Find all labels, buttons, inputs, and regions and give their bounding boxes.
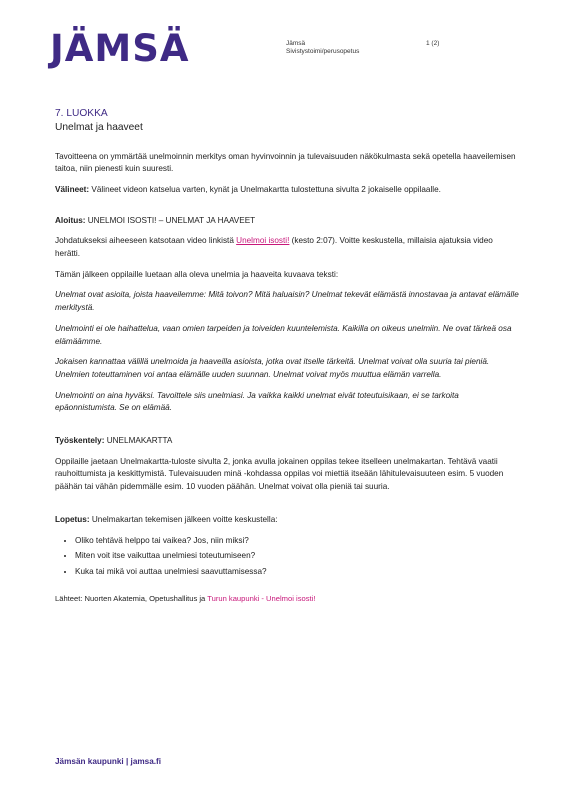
start-label: Aloitus: — [55, 215, 86, 225]
discussion-list — [55, 535, 520, 579]
work-heading — [55, 435, 520, 448]
jamsa-logo: JÄMSÄ — [50, 27, 190, 70]
materials-text: Välineet videon katselua varten, kynät ja Unelmakartta tulostettuna sivulta 2 jokaiselle oppilaalle. — [89, 184, 441, 194]
start-text-before: Johdatukseksi aiheeseen katsotaan video linkistä — [55, 236, 237, 246]
list-item: • Kuka tai mikä voi auttaa unelmiesi saavuttamisessa? — [75, 566, 520, 579]
sources-text: Lähteet: Nuorten Akatemia, Opetushallitus ja — [55, 593, 208, 603]
sources-line — [55, 593, 520, 605]
quote-paragraph-3: Jokaisen kannattaa välillä unelmoida ja haaveilla asioista, jotka ovat itselle tärkeitä. Unelmat voivat olla suuria tai pieniä. Unelmien toteuttaminen voi antaa elämälle uuden suunnan. Unelmat voivat myös muuttua elämän varrella. — [55, 357, 490, 379]
document-body — [55, 107, 520, 612]
grade-title: 7. LUOKKA — [55, 108, 108, 119]
work-paragraph: Oppilaille jaetaan Unelmakartta-tuloste sivulta 2, jonka avulla jokainen oppilas tekee itselleen unelmakartan. Tehtävä vaatii rauhoittumista ja keskittymistä. Tulevaisuuden minä -kohdassa oppilas voi miettiä itseään lähitulevaisuuteen esim. 5 vuoden päähän tai vähän pidemmälle esim. 10 vuoden päähän. Unelmat voivat olla pieniä tai suuria. — [55, 456, 504, 492]
start-paragraph-2: Tämän jälkeen oppilaille luetaan alla oleva unelmia ja haaveita kuvaava teksti: — [55, 269, 339, 279]
start-paragraph-1 — [55, 235, 520, 260]
page-number: 1 (2) — [426, 40, 440, 47]
work-title: UNELMAKARTTA — [104, 436, 173, 446]
materials-paragraph — [55, 184, 520, 197]
video-link[interactable]: Unelmoi isosti! — [236, 236, 290, 246]
materials-label: Välineet: — [55, 184, 90, 194]
footer-brand: Jämsän kaupunki | jamsa.fi — [55, 757, 162, 766]
header-city: Jämsä — [286, 40, 306, 47]
list-item: • Miten voit itse vaikuttaa unelmiesi toteutumiseen? — [75, 550, 520, 563]
quote-paragraph-2: Unelmointi ei ole haihattelua, vaan omien tarpeiden ja toiveiden kuuntelemista. Kaikilla on oikeus unelmiin. Ne ovat tärkeä osa elämäämme. — [55, 323, 512, 346]
start-title: UNELMOI ISOSTI! – UNELMAT JA HAAVEET — [85, 215, 256, 225]
intro-paragraph: Tavoitteena on ymmärtää unelmoinnin merkitys oman hyvinvoinnin ja tulevaisuuden näkökulmasta sekä opetella haaveilemisen taitoa, niin pienesti kuin suuresti. — [55, 151, 516, 174]
end-label: Lopetus: — [55, 514, 90, 524]
header-department: Sivistystoimi/perusopetus — [286, 48, 360, 55]
work-label: Työskentely: — [55, 436, 105, 446]
end-heading — [55, 514, 520, 527]
sources-link[interactable]: Turun kaupunki - Unelmoi isosti! — [207, 593, 316, 603]
start-heading — [55, 215, 520, 228]
quote-paragraph-4: Unelmointi on aina hyväksi. Tavoittele siis unelmiasi. Ja vaikka kaikki unelmat eivät toteutuisikaan, ei se tarkoita epäonnistumista. Se on elämää. — [55, 390, 459, 413]
list-item: • Oliko tehtävä helppo tai vaikea? Jos, niin miksi? — [75, 535, 520, 548]
start-text-after: (kesto 2:07). Voitte keskustella, millaisia ajatuksia video herätti. — [55, 236, 493, 259]
quote-paragraph-1: Unelmat ovat asioita, joista haaveilemme: Mitä toivon? Mitä haluaisin? Unelmat tekevät elämästä innostavaa ja antavat elämälle merkitystä. — [55, 290, 519, 313]
lesson-subtitle: Unelmat ja haaveet — [55, 121, 143, 133]
end-text: Unelmakartan tekemisen jälkeen voitte keskustella: — [89, 514, 278, 524]
